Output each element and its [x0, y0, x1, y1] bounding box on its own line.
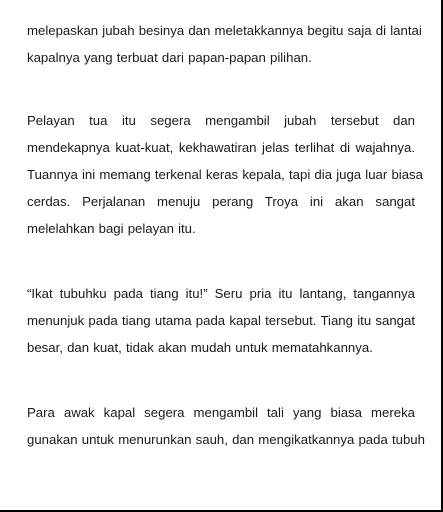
- text-line: Tuannya ini memang terkenal keras kepala, tapi dia juga luar biasa: [27, 167, 423, 182]
- paragraph-4: [27, 399, 425, 453]
- paragraph-1: [27, 17, 422, 71]
- document-body: [27, 17, 425, 486]
- text-line: cerdas. Perjalanan menuju perang Troya ini akan sangat: [27, 194, 415, 209]
- text-line: menunjuk pada tiang utama pada kapal tersebut. Tiang itu sangat: [27, 313, 415, 328]
- paragraph-2: [27, 107, 423, 242]
- text-line: “Ikat tubuhku pada tiang itu!” Seru pria itu lantang, tangannya: [27, 286, 415, 301]
- text-line: melelahkan bagi pelayan itu.: [27, 221, 196, 236]
- text-line: mendekapnya kuat-kuat, kekhawatiran jelas terlihat di wajahnya.: [27, 140, 415, 155]
- text-line: Pelayan tua itu segera mengambil jubah tersebut dan: [27, 113, 415, 128]
- text-line: gunakan untuk menurunkan sauh, dan mengikatkannya pada tubuh: [27, 432, 425, 447]
- paragraph-3: [27, 280, 415, 361]
- text-line: Para awak kapal segera mengambil tali yang biasa mereka: [27, 405, 415, 420]
- text-line: melepaskan jubah besinya dan meletakkannya begitu saja di lantai: [27, 23, 422, 38]
- text-line: besar, dan kuat, tidak akan mudah untuk mematahkannya.: [27, 340, 373, 355]
- text-line: kapalnya yang terbuat dari papan-papan pilihan.: [27, 50, 312, 65]
